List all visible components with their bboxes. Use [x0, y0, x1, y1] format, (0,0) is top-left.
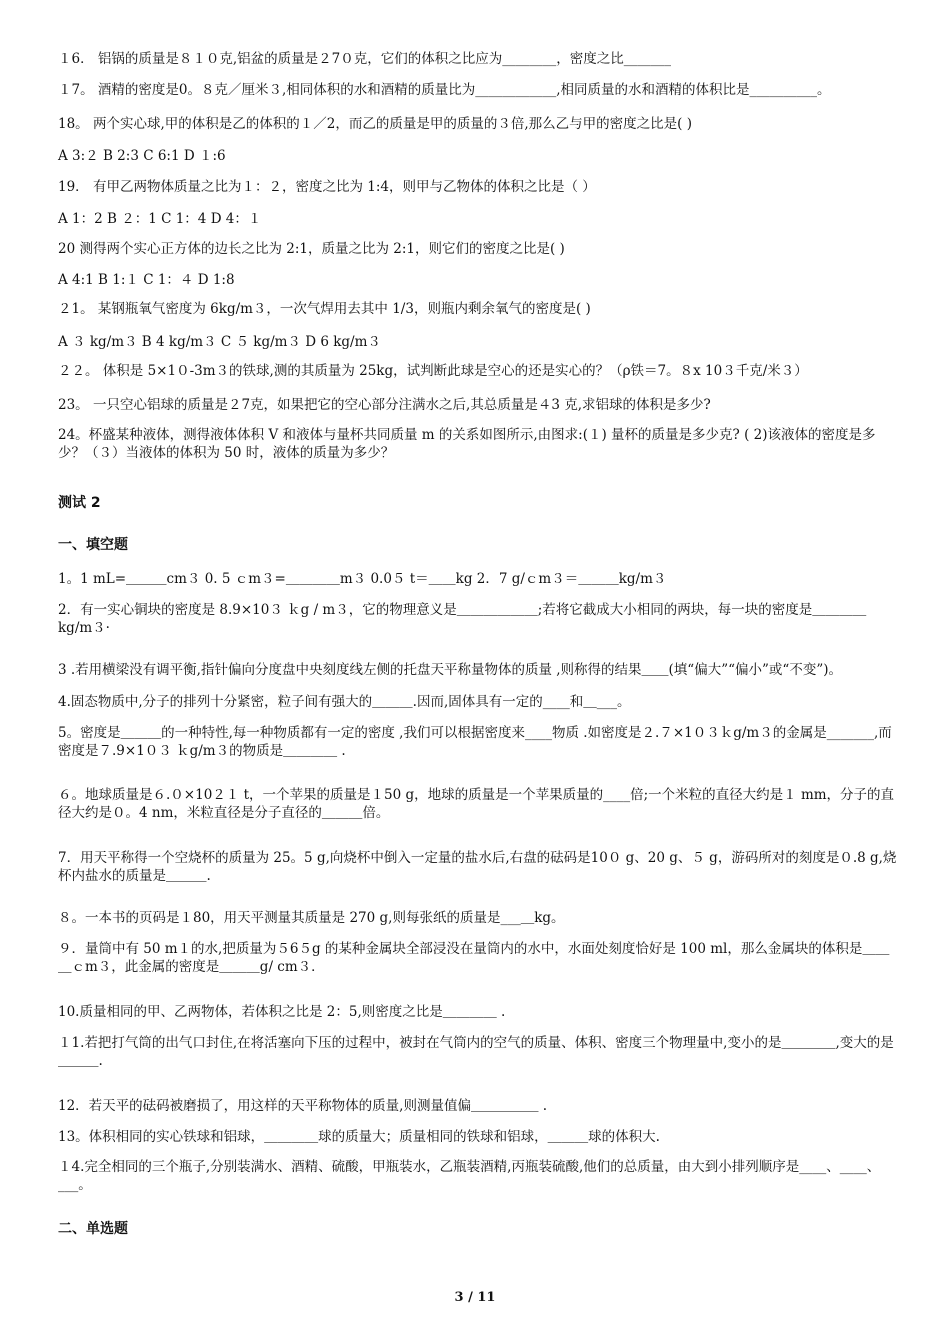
line-18: 18。 两个实心球,甲的体积是乙的体积的１／2，而乙的质量是甲的质量的３倍,那么乙与甲的密度之比是( ) [58, 116, 692, 132]
item-10: 10.质量相同的甲、乙两物体，若体积之比是 2：5,则密度之比是＿＿＿＿ . [58, 1004, 506, 1020]
section-single-choice: 二、单选题 [58, 1221, 128, 1237]
line-20: 20 测得两个实心正方体的边长之比为 2:1，质量之比为 2:1，则它们的密度之比是( ) [58, 241, 565, 257]
item-2: 2．有一实心铜块的密度是 8.9×10３ ｋg / m３，它的物理意义是＿＿＿＿＿＿;若将它截成大小相同的两块，每一块的密度是＿＿＿＿kg/m３· [58, 602, 867, 636]
item-1: 1。1 mL=＿＿＿cm３ 0. 5 ｃm３=＿＿＿＿m３ 0.0５ t＝＿＿kg 2．7 g/ｃm３＝＿＿＿kg/m３ [58, 571, 667, 587]
line-19: 19． 有甲乙两物体质量之比为１：２，密度之比为 1:4，则甲与乙物体的体积之比是（ ） [58, 179, 596, 195]
item-5: 5。密度是＿＿＿的一种特性,每一种物质都有一定的密度 ,我们可以根据密度来____物质 .如密度是２.７×1０３ｋg/m３的金属是_______,而密度是７.9×1０３ ｋg/m３的物质是＿＿＿＿ . [58, 725, 892, 759]
item-12: 12．若天平的砝码被磨损了，用这样的天平称物体的质量,则测量值偏＿＿＿＿＿ . [58, 1098, 548, 1114]
section-test-2: 测试 2 [58, 495, 101, 511]
line-21-options: A ３ kg/m３ B 4 kg/m３ C ５ kg/m３ D 6 kg/m３ [58, 334, 381, 350]
line-23: 23。 一只空心铝球的质量是２7克，如果把它的空心部分注满水之后,其总质量是４3 克,求铝球的体积是多少? [58, 397, 711, 413]
line-22: ２２。 体积是 5×1０-3m３的铁球,测的其质量为 25kg，试判断此球是空心的还是实心的？（ρ铁＝7。８x 10３千克/米３） [58, 363, 808, 379]
line-19-options: A 1：2 B ２：1 C 1：4 D 4：１ [58, 211, 262, 227]
line-17: １7。 酒精的密度是0。８克／厘米３,相同体积的水和酒精的质量比为____________,相同质量的水和酒精的体积比是__________。 [58, 82, 831, 98]
item-13: 13。体积相同的实心铁球和铝球，＿＿＿＿球的质量大；质量相同的铁球和铝球，＿＿＿球的体积大. [58, 1129, 660, 1145]
line-21: ２1。 某钢瓶氧气密度为 6kg/m３，一次气焊用去其中 1/3，则瓶内剩余氧气的密度是( ) [58, 301, 591, 317]
line-16: １6． 铝锅的质量是８１０克,铝盆的质量是２7０克，它们的体积之比应为________，密度之比_______ [58, 51, 672, 67]
item-9: ９．量筒中有 50 m１的水,把质量为５6５g 的某种金属块全部浸没在量筒内的水中，水面处刻度恰好是 100 ml，那么金属块的体积是＿＿＿ｃm３，此金属的密度是＿＿＿g/ cm３． [58, 941, 890, 975]
item-14: １4.完全相同的三个瓶子,分别装满水、酒精、硫酸，甲瓶装水，乙瓶装酒精,丙瓶装硫酸,他们的总质量，由大到小排列顺序是____、____、___。 [58, 1159, 881, 1193]
item-6: ６。地球质量是６.０×10２１ t，一个苹果的质量是１50 g，地球的质量是一个苹果质量的____倍;一个米粒的直径大约是１ mm，分子的直径大约是０。4 nm，米粒直径是分子直径的＿＿＿倍。 [58, 787, 895, 821]
item-7: 7．用天平称得一个空烧杯的质量为 25。5 g,向烧杯中倒入一定量的盐水后,右盘的砝码是10０ g、20 g、５ g，游码所对的刻度是０.8 g,烧杯内盐水的质量是＿＿＿. [58, 850, 897, 884]
line-24: 24。杯盛某种液体，测得液体体积 V 和液体与量杯共同质量 m 的关系如图所示,由图求:(１) 量杯的质量是多少克? ( 2)该液体的密度是多少？（３）当液体的体积为 50 时，液体的质量为多少？ [58, 427, 876, 461]
line-18-options: A 3:２ B 2:3 C 6:1 D １:6 [58, 148, 226, 164]
section-fill-blank: 一、填空题 [58, 537, 128, 553]
item-11: １1.若把打气筒的出气口封住,在将活塞向下压的过程中，被封在气筒内的空气的质量、体积、密度三个物理量中,变小的是＿＿＿＿,变大的是＿＿＿. [58, 1035, 894, 1069]
item-3: 3 .若用横梁没有调平衡,指针偏向分度盘中央刻度线左侧的托盘天平称量物体的质量 ,则称得的结果＿＿(填“偏大”“偏小”或“不变”)。 [58, 662, 842, 678]
item-4: 4.固态物质中,分子的排列十分紧密，粒子间有强大的＿＿＿.因而,固体具有一定的____和＿___。 [58, 694, 631, 710]
page-number: 3 / 11 [454, 1290, 496, 1305]
item-8: ８。一本书的页码是１80，用天平测量其质量是 270 g,则每张纸的质量是___＿kg。 [58, 910, 565, 926]
line-20-options: A 4:1 B 1:１ C 1：４ D 1:8 [58, 272, 235, 288]
